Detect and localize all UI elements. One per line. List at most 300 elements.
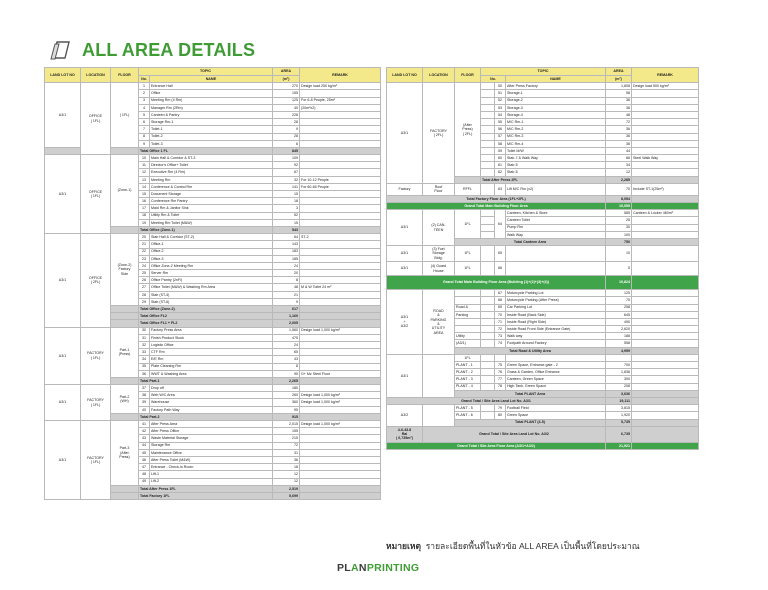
row-no: 23 — [139, 255, 150, 262]
row-no: 3 — [139, 97, 150, 104]
total-label: Total After Press 1FL — [139, 485, 273, 492]
row-area: 9 — [273, 298, 300, 305]
row-remark — [632, 140, 699, 147]
row-area: 1,920 — [606, 412, 632, 419]
row-area: 15 — [273, 191, 300, 198]
plant-label: PLANT - 6 — [455, 412, 481, 419]
row-name: Storage-2 — [506, 97, 606, 104]
row-area: 490 — [606, 318, 632, 325]
row-area: 183 — [273, 248, 300, 255]
row-name: After Press Factory — [506, 83, 606, 90]
row-remark — [632, 224, 699, 231]
header-floor: FLOOR — [455, 68, 481, 83]
row-area: 48 — [606, 111, 632, 118]
row-remark: Steel Walk Way — [632, 155, 699, 162]
land-lot: A3/1 — [45, 155, 81, 234]
row-name: Stair (ST-6) — [150, 298, 273, 305]
row-name: Utility Rm & Toilet — [150, 212, 273, 219]
land-lot: A3/1 — [45, 385, 81, 421]
row-area: 8 — [273, 363, 300, 370]
row-area: 36 — [606, 126, 632, 133]
row-remark: For 10-12 People — [300, 176, 381, 183]
floor: (After Press) ( 2FL) — [455, 83, 481, 176]
row-remark — [632, 111, 699, 118]
row-no: 76 — [495, 369, 506, 376]
row-no: 26 — [139, 277, 150, 284]
row-no: 1 — [139, 83, 150, 90]
floor: RFFL — [455, 183, 481, 195]
total-area: 845 — [273, 147, 300, 154]
total-label: Total PLANT (4-5) — [455, 419, 606, 426]
row-area: 52 — [273, 212, 300, 219]
row-no: 10 — [139, 155, 150, 162]
footnote — [386, 539, 640, 553]
row-no: 29 — [139, 298, 150, 305]
row-area: 258 — [606, 304, 632, 311]
sub-category — [455, 318, 481, 325]
row-remark — [300, 277, 381, 284]
row-area: 360 — [273, 399, 300, 406]
row-remark: ST-2 — [300, 234, 381, 241]
row-remark: Design load 1,000 kg/m² — [300, 327, 381, 334]
row-area: 270 — [273, 83, 300, 90]
location: OFFICE ( 1FL) — [81, 83, 111, 155]
row-no: 72 — [495, 326, 506, 333]
row-no: 62 — [495, 169, 506, 176]
row-no: 44 — [139, 442, 150, 449]
total-area: 2,265 — [273, 377, 300, 384]
floor: (Zone-2) Factory Side — [111, 234, 139, 306]
land-lot — [387, 426, 423, 442]
row-area: 8 — [273, 277, 300, 284]
row-remark: Design load 500 kg/m² — [632, 83, 699, 90]
row-no: 28 — [139, 291, 150, 298]
total-area: 750 — [606, 238, 632, 245]
row-area: 36 — [606, 140, 632, 147]
row-area: 12 — [273, 471, 300, 478]
row-area: 18 — [273, 464, 300, 471]
row-name: Manager Rm (2Rm) — [150, 104, 273, 111]
total-label: Grand Total / Site Area Land Lot No. A3/1 — [387, 397, 606, 404]
row-no: 33 — [139, 349, 150, 356]
row-name: Toilet-2 — [150, 133, 273, 140]
row-no: 17 — [139, 205, 150, 212]
row-no: 45 — [139, 449, 150, 456]
row-remark — [300, 356, 381, 363]
row-area: 36 — [606, 104, 632, 111]
row-remark — [632, 169, 699, 176]
row-name: Finish Product Stock — [150, 334, 273, 341]
row-no: 14 — [139, 183, 150, 190]
sub-category: (A3/1) — [455, 340, 481, 347]
row-area: 1,836 — [606, 369, 632, 376]
row-name: Green Space, Entrance gate - 2 — [506, 362, 606, 369]
row-no: 58 — [495, 140, 506, 147]
row-area: 92 — [273, 162, 300, 169]
row-area: 34 — [606, 162, 632, 169]
total-label: Total Office FL1 + FL2 — [139, 320, 273, 327]
row-area: 75 — [606, 297, 632, 304]
row-name: Office Pantry (2nFl) — [150, 277, 273, 284]
sub-category: Parking — [455, 311, 481, 318]
row-remark — [300, 119, 381, 126]
row-area: 36 — [606, 97, 632, 104]
row-name: Storage Rm — [150, 442, 273, 449]
total-label: Total Part-1 — [139, 377, 273, 384]
row-name: High Tank, Green Space — [506, 383, 606, 390]
row-name: Canteen, Green Space — [506, 376, 606, 383]
total-area: 2,519 — [273, 485, 300, 492]
row-area: 40 — [273, 104, 300, 111]
land-lot: A3/1 — [387, 210, 423, 246]
row-remark — [632, 133, 699, 140]
row-name: Toilet-1 — [150, 126, 273, 133]
total-label: Grand Total / Site Area Land Lot No. A3/2 — [423, 426, 606, 442]
header-no: No. — [481, 75, 506, 83]
row-no: 46 — [139, 456, 150, 463]
row-no: 34 — [139, 356, 150, 363]
header-name: NAME — [150, 75, 273, 83]
row-remark — [300, 241, 381, 248]
row-area: 143 — [273, 241, 300, 248]
row-area: 24 — [273, 262, 300, 269]
row-remark — [300, 205, 381, 212]
row-name: Storage Rm-1 — [150, 119, 273, 126]
row-area: 43 — [273, 356, 300, 363]
row-no: 35 — [139, 363, 150, 370]
row-area: 15 — [273, 219, 300, 226]
row-name: Executive Rm (4 Rm) — [150, 169, 273, 176]
row-name: Motorcycle Parking (After Press) — [506, 297, 606, 304]
row-no: 19 — [139, 219, 150, 226]
row-remark: Design load 250 kg/m² — [300, 83, 381, 90]
sub-category: Road & — [455, 304, 481, 311]
row-no: 73 — [495, 333, 506, 340]
row-remark — [300, 162, 381, 169]
row-name: M/C Rm-1 — [506, 119, 606, 126]
row-name: Factory Press Area — [150, 327, 273, 334]
row-no: 68 — [495, 297, 506, 304]
row-area: 585 — [606, 210, 632, 217]
row-name: Green Space — [506, 412, 606, 419]
total-label: Total Office 1 FL — [139, 147, 273, 154]
row-area: 28 — [273, 133, 300, 140]
row-area: 58 — [606, 90, 632, 97]
row-area: 155 — [273, 90, 300, 97]
row-no: 57 — [495, 133, 506, 140]
total-area: 1,160 — [273, 313, 300, 320]
row-remark — [632, 162, 699, 169]
floor: Part-1 (Press) — [111, 327, 139, 377]
rai-value: 4-0-43.8 — [397, 427, 412, 432]
header-topic: TOPIC — [481, 68, 606, 76]
row-area: 64 — [273, 234, 300, 241]
row-name: Plate Cleaning Rm — [150, 363, 273, 370]
row-no: 8 — [139, 133, 150, 140]
row-no: 36 — [139, 370, 150, 377]
row-no: 47 — [139, 464, 150, 471]
floor: 1FL — [455, 262, 481, 276]
total-area: 543 — [273, 226, 300, 233]
row-no: 55 — [495, 119, 506, 126]
total-label: Total Canteen Area — [455, 238, 606, 245]
rai-unit: Rai — [401, 431, 408, 436]
row-remark — [300, 363, 381, 370]
land-lot: A3/1 — [387, 83, 423, 184]
row-area: 24 — [273, 341, 300, 348]
row-no: 6 — [139, 119, 150, 126]
header-area-unit: (m²) — [606, 75, 632, 83]
row-area: 12 — [606, 169, 632, 176]
row-no: 80 — [495, 412, 506, 419]
row-no: 2 — [139, 90, 150, 97]
row-no: 61 — [495, 162, 506, 169]
row-remark — [632, 119, 699, 126]
row-name: Stair-5 — [506, 169, 606, 176]
row-area: 90 — [273, 370, 300, 377]
row-no: 30 — [139, 327, 150, 334]
row-remark: For 6-8 People, 25m² — [300, 97, 381, 104]
location: (2) CAN- TEEN — [423, 210, 455, 246]
row-no: 69 — [495, 304, 506, 311]
row-name: Stair Hall & Corridor (ST-2) — [150, 234, 273, 241]
row-area: 21 — [273, 291, 300, 298]
footnote-label: หมายเหตุ — [386, 541, 421, 551]
row-no: 12 — [139, 169, 150, 176]
land-lot: A3/1 + A3/2 — [387, 290, 423, 355]
row-no: 40 — [139, 406, 150, 413]
total-area: 2,285 — [606, 176, 632, 183]
row-no: 64 — [495, 210, 506, 239]
row-remark — [300, 255, 381, 262]
footnote-text: รายละเอียดพื้นที่ในหัวข้อ ALL AREA เป็นพื้นที่โดยประมาณ — [425, 541, 640, 551]
row-remark — [300, 449, 381, 456]
row-remark — [300, 191, 381, 198]
row-area: 180 — [273, 385, 300, 392]
row-name: WWT & Washing Area — [150, 370, 273, 377]
row-remark — [300, 111, 381, 118]
row-area: 1,560 — [273, 327, 300, 334]
row-name: Entrance Hall — [150, 83, 273, 90]
row-name: M/C Rm-4 — [506, 140, 606, 147]
row-area: 10 — [606, 246, 632, 262]
row-area: 125 — [606, 290, 632, 297]
plant-label: PLANT - 2 — [455, 369, 481, 376]
row-no: 42 — [139, 428, 150, 435]
row-remark — [300, 291, 381, 298]
row-remark: (20m²x2) — [300, 104, 381, 111]
row-no: 54 — [495, 111, 506, 118]
row-no: 13 — [139, 176, 150, 183]
row-name: Maid Rm & Janitor Sink — [150, 205, 273, 212]
floor: 1FL — [455, 246, 481, 262]
row-name: Maintenance Office — [150, 449, 273, 456]
row-name: Storage-3 — [506, 104, 606, 111]
location: (3) Fuel Storage Bldg. — [423, 246, 455, 262]
floor: 1FL — [455, 210, 481, 239]
row-area: 558 — [606, 340, 632, 347]
land-lot: A3/1 — [387, 246, 423, 262]
row-no: 21 — [139, 241, 150, 248]
location: FACTORY ( 1FL) — [81, 385, 111, 421]
row-name: Canteen & Pantry — [150, 111, 273, 118]
sub-category — [455, 297, 481, 304]
row-remark: M & W Toilet 24 m² — [300, 284, 381, 291]
land-lot: A3/1 — [45, 327, 81, 385]
grand-total-area: 21,921 — [606, 442, 632, 449]
total-label: Total Part-2 — [139, 413, 273, 420]
row-remark: Design load 1,000 kg/m² — [300, 392, 381, 399]
row-area: 475 — [273, 334, 300, 341]
total-area: 5,735 — [606, 419, 632, 426]
row-remark — [300, 456, 381, 463]
row-no: 74 — [495, 340, 506, 347]
header-no: No. — [139, 75, 150, 83]
row-area: 5 — [606, 262, 632, 276]
sub-category — [455, 290, 481, 297]
row-name: Toilet M/W — [506, 147, 606, 154]
row-no: 63 — [495, 183, 506, 195]
header-area: AREA — [606, 68, 632, 76]
row-no: 39 — [139, 399, 150, 406]
floor: Part-3 (After Press) — [111, 421, 139, 486]
row-remark — [300, 478, 381, 485]
sub-category — [455, 326, 481, 333]
row-remark — [300, 406, 381, 413]
row-no: 18 — [139, 212, 150, 219]
row-remark — [300, 262, 381, 269]
row-name: Logistic Office — [150, 341, 273, 348]
row-area: 2,015 — [273, 421, 300, 428]
row-remark — [300, 471, 381, 478]
row-name: Server Rm — [150, 270, 273, 277]
row-name: Football Field — [506, 405, 606, 412]
row-name: Stair-5 — [506, 162, 606, 169]
row-name: Footpath Around Factory — [506, 340, 606, 347]
land-lot: A3/2 — [387, 405, 423, 427]
row-remark — [300, 298, 381, 305]
row-area: 32 — [273, 176, 300, 183]
row-area: 700 — [606, 362, 632, 369]
row-no: 24 — [139, 262, 150, 269]
row-area: 70 — [606, 183, 632, 195]
floor: 1FL — [455, 354, 481, 361]
row-remark — [300, 442, 381, 449]
row-area: 645 — [606, 311, 632, 318]
row-name: Meeting Rm (4 Rm) — [150, 97, 273, 104]
row-remark — [632, 147, 699, 154]
total-area: 19,111 — [606, 397, 632, 404]
row-name: Meeting Rm Toilet (M&W) — [150, 219, 273, 226]
row-name: Factory Path Way — [150, 406, 273, 413]
row-remark — [300, 270, 381, 277]
row-no: 49 — [139, 478, 150, 485]
row-name: M/C Rm-2 — [506, 126, 606, 133]
land-lot: A3/1 — [45, 234, 81, 327]
row-area: 18 — [273, 198, 300, 205]
row-no: 27 — [139, 284, 150, 291]
row-name: Motorcycle Parking Lot — [506, 290, 606, 297]
row-name: CTF Rm — [150, 349, 273, 356]
row-area: 30 — [606, 224, 632, 231]
row-remark — [300, 385, 381, 392]
row-remark — [300, 169, 381, 176]
row-no: 59 — [495, 147, 506, 154]
row-remark — [300, 126, 381, 133]
header-floor: FLOOR — [111, 68, 139, 83]
row-name: Canteen, Kitchen & Store — [506, 210, 606, 217]
grand-total-label: Grand Total / Site Area Floor Area (A3/1+A3/2) — [387, 442, 606, 449]
row-no: 71 — [495, 318, 506, 325]
row-name: M/C Rm-3 — [506, 133, 606, 140]
row-area: 6 — [273, 140, 300, 147]
area-table-left — [44, 67, 381, 500]
row-remark — [300, 140, 381, 147]
row-no: 53 — [495, 104, 506, 111]
row-no: 78 — [495, 383, 506, 390]
row-name: Toilet-3 — [150, 140, 273, 147]
row-name: Meeting Rm — [150, 176, 273, 183]
row-no: 5 — [139, 111, 150, 118]
row-remark — [632, 231, 699, 238]
row-name: Inside Road (Back Side) — [506, 311, 606, 318]
header-land: LAND LOT NO — [45, 68, 81, 83]
row-no: 60 — [495, 155, 506, 162]
row-area: 20 — [273, 270, 300, 277]
total-label: Total Factory Floor Area (1FL+2FL) — [387, 195, 606, 202]
row-name: Waste Material Storage — [150, 435, 273, 442]
row-area: 72 — [273, 442, 300, 449]
row-remark — [300, 219, 381, 226]
row-name: Conference & Control Rm — [150, 183, 273, 190]
row-name: Document Storage — [150, 191, 273, 198]
floor: (Zone-1) — [111, 155, 139, 227]
row-no: 38 — [139, 392, 150, 399]
row-remark — [300, 435, 381, 442]
row-no: 16 — [139, 198, 150, 205]
row-name: Stair-7 & Walk Way — [506, 155, 606, 162]
land-lot: Factory — [387, 183, 423, 195]
row-name: Stair (ST-4) — [150, 291, 273, 298]
row-name: Main Hall & Corridor & ST-3 — [150, 155, 273, 162]
row-remark — [300, 155, 381, 162]
row-no: 31 — [139, 334, 150, 341]
row-area: 3 — [273, 205, 300, 212]
plant-label: PLANT - 1 — [455, 362, 481, 369]
total-label: Total Road & Utility Area — [455, 347, 606, 354]
row-name: Web W/C Area — [150, 392, 273, 399]
total-label: Total Office FL2 — [139, 313, 273, 320]
row-remark — [300, 198, 381, 205]
row-remark — [300, 90, 381, 97]
row-no: 77 — [495, 376, 506, 383]
total-label: Total PLANT Area — [455, 390, 606, 397]
row-no: 51 — [495, 90, 506, 97]
floor: Part-2 (WH) — [111, 385, 139, 414]
row-name: Office-1 — [150, 241, 273, 248]
row-area: 3,815 — [606, 405, 632, 412]
row-remark — [300, 212, 381, 219]
planprinting-logo: PLANPRINTING — [337, 562, 420, 574]
row-no: 32 — [139, 341, 150, 348]
row-area: 36 — [606, 133, 632, 140]
row-no: 43 — [139, 435, 150, 442]
row-remark — [632, 104, 699, 111]
total-area: 915 — [273, 413, 300, 420]
total-label: Total Factory 1FL — [139, 492, 273, 499]
row-name: Lift M/C Rm (x2) — [506, 183, 606, 195]
row-no: 79 — [495, 405, 506, 412]
